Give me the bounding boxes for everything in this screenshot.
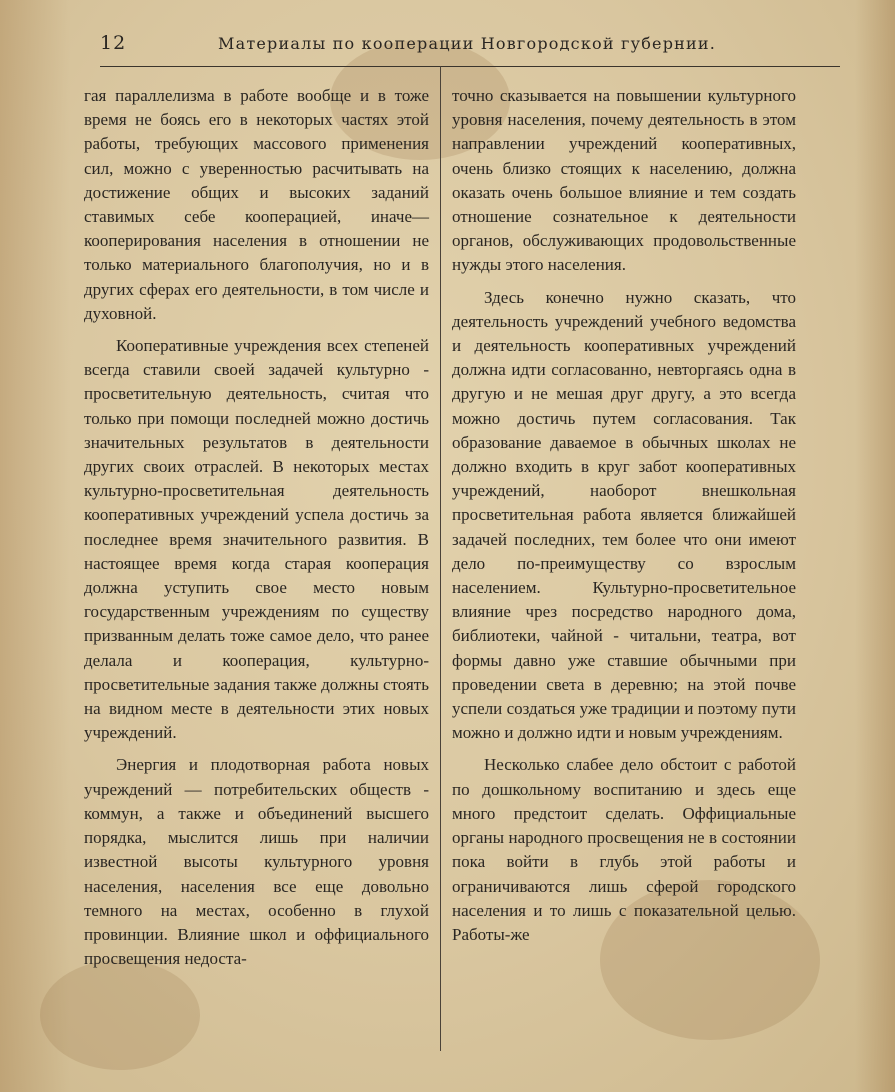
column-divider (440, 66, 441, 1051)
paragraph: точно сказывается на повышении культурного уровня населения, почему деятельность в этом направлении учреждений кооперативных, очень близко стоящих к населению, должна оказать очень большое влияние и тем создать отношение сознательное к деятельности органов, обслуживающих продовольственные нужды этого населения. (452, 86, 796, 275)
paragraph: Кооперативные учреждения всех степеней всегда ставили своей задачей культурно - просветительную деятельность, считая что только при помощи последней можно достичь значительных результатов в деятельности других своих отраслей. В некоторых местах культурно-просветительная деятельность кооперативных учреждений успела достичь за последнее время значительного развития. В настоящее время когда старая кооперация должна уступить свое место новым государственным учреждениям по существу призванным делать тоже самое дело, что ранее делала и кооперация, культурно-просветительные задания также должны стоять на видном месте в деятельности этих новых учреждений. (84, 336, 429, 743)
text-column-right (452, 84, 796, 955)
page-header (100, 30, 840, 67)
running-title: Материалы по кооперации Новгородской губернии. (218, 34, 717, 53)
paragraph: гая параллелизма в работе вообще и в тоже время не боясь его в некоторых частях этой работы, требующих массового применения сил, можно с уверенностью расчитывать на достижение общих и высоких заданий ставимых себе кооперацией, иначе—кооперирования населения в отношении не только материального благополучия, но и в других сферах его деятельности, в том числе и духовной. (84, 86, 429, 323)
page-number: 12 (100, 32, 127, 54)
text-column-left (84, 84, 429, 979)
paragraph: Энергия и плодотворная работа новых учреждений — потребительских обществ - коммун, а также и объединений высшего порядка, мыслится лишь при наличии известной высоты культурного уровня населения, населения все еще довольно темного на местах, особенно в глухой провинции. Влияние школ и оффициального просвещения недоста- (84, 755, 429, 969)
paragraph: Несколько слабее дело обстоит с работой по дошкольному воспитанию и здесь еще много предстоит сделать. Оффициальные органы народного просвещения не в состоянии пока войти в глубь этой работы и ограничиваются лишь сферой городского населения и то лишь с показательной целью. Работы-же (452, 755, 796, 944)
paragraph: Здесь конечно нужно сказать, что деятельность учреждений учебного ведомства и деятельность кооперативных учреждений должна идти согласованно, невторгаясь одна в другую и не мешая друг другу, а это всегда можно достичь путем согласования. Так образование даваемое в обычных школах не должно входить в круг забот кооперативных учреждений, наоборот внешкольная просветительная работа является ближайшей задачей последних, тем более что они имеют дело по-преимуществу со взрослым населением. Культурно-просветительное влияние чрез посредство народного дома, библиотеки, чайной - читальни, театра, вот формы давно уже ставшие обычными при проведении света в деревню; на этой почве успели создаться уже традиции и поэтому пути можно и должно идти и новым учреждениям. (452, 287, 796, 743)
